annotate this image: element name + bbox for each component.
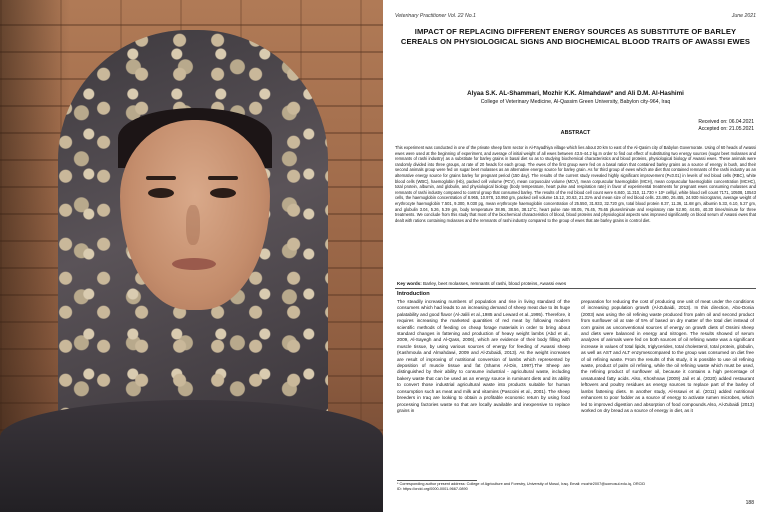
lips — [172, 258, 216, 270]
section-divider — [395, 288, 756, 289]
left-eyebrow — [146, 176, 176, 180]
shoulders — [0, 400, 383, 512]
keywords-text: Barley, beet molasses, remnants of rashi, blood proteins, Awassi ewes — [423, 281, 567, 286]
abstract-heading: ABSTRACT — [560, 130, 591, 136]
page-number: 188 — [745, 500, 754, 506]
introduction-left-column: The steadily increasing numbers of population and rise in living standard of the consumers which had leads to an increasing demand of sheep meat due to its huge palatability and good flavor (Al-Jalili et al.,1985 and Leward et al.,1995). Therefore, it requires increasing the marketed quantities of red meat by following modern scientific methods of feeding on cheap forage materials in order to bring about standard changes in fattening and production of heavy weight lambs (Abd et al., 2009, Al-Sayegh and Al-Qass, 2006), which are evidence of their body filling with muscle tissue, by using various sources of energy for feeding of Awassi sheep (Kashmoula and Almahdawi, 2009 and Al-Zubaidi, 2013). As the weight increases are result of improving of nutritional conversion of lambs which represented by deposition of muscle tissue and fat (Shams Al-Din, 1997).The Sheep are distinguished by their ability to consume industrial - agricultural waste, including bakery waste that can be used as an energy source in ruminant diets and its ability to convert those industrial agricultural waste into products suitable for human consumption such as meat and milk and vitamins (Pascoini et al., 2001). The sheep breeders in Iraq are looking to obtain a profitable economic return by using food processing factories waste so that are locally available and inexpensive to replace grains in — [397, 299, 570, 413]
author-list: Alyaa S.K. AL-Shammari, Mozhir K.K. Almahdawi* and Ali D.M. Al-Hashimi — [467, 90, 684, 97]
footnote-divider — [397, 480, 477, 481]
paper-title: IMPACT OF REPLACING DIFFERENT ENERGY SOURCES AS SUBSTITUTE OF BARLEY CEREALS ON PHYSIOLOGICAL SIGNS AND BIOCHEMICAL BLOOD TRAITS OF AWASSI EWES — [400, 27, 751, 46]
introduction-right-column: preparation for reducing the cost of producing one unit of meat under the conditions of increasing population growth (Al-Zubaidi, 2013). In this direction, Abo-Donia (2003) was using the oil refining waste produced from palm oil and second product from sunflower oil at rate of 5% of based on dry matter of the total diet instead of corn grains as unconventional sources of energy on growth diets of Ossimi sheep and diets were balanced in energy and nitrogen. The results showed of serum analyzes of animals were fed on both sources of oil refining waste was a significant increase in values of total lipids, triglycerides, total cholesterol, total protein, globulin, as well as AST and ALT enzymescompared to the group was consumed on diet free of oil refining waste. From the results of this study, it is possible to use oil refining waste, product of palm oil refining, while the oil refining waste which must be used, the refining product of sunflower oil, because it contains a high percentage of unsaturated fatty acids. Also, Khoshnaw (2009) Jail et al. (2020) added restaurant leftovers and poultry residues as energy sources to replace part of the barley of lambs fattening diets. In another study, Al-Issawi et al. (2011) added nutritional enhancers to poor fodder as a source of energy to activate rumen microbes, which led to improved digestion and absorption of food compounds.Also, Al-Zubaidi (2013) worked on dry bread as a source of energy in diet, as it — [581, 299, 754, 413]
accepted-date: Accepted on: 21.05.2021 — [698, 126, 754, 132]
issue-date: June 2021 — [731, 13, 756, 19]
keywords — [397, 281, 754, 286]
corresponding-author-footnote: * Corresponding author present address: College of Agriculture and Forestry, University of Mosul, Iraq. Email: mozhir2007@uomosul.edu.iq, ORCID ID: https://orcid.org/0000-0001-9667-0890 — [397, 482, 646, 491]
paper-page — [383, 0, 768, 512]
abstract-text: This experiment was conducted in one of the private sheep farm sector in Al-Fayadhiya village which lies about 20 km to east of the Al-Qasim city of Babylon Governorate. Using of 60 heads of Awassi ewes were used at the beginning of experiment, and average of initial weight of all ewes between 43.5-44.2 kg.In order to find out effect of substituting two energy sources (sugar beet molasses and remnants of rashi industry) as a substitute for barley grains in basal diet so as to studying biochemical characteristics and blood proteins, physiological biology of Awassi ewes. These animals were randomly divided into three groups, at rate of 20 heads for each group. The ewes of the first group were fed on a basal ration that contained barley grains as a source of energy in bush, and their second animals group were fed on sugar beet molasses as an alternative energy source for barley grain. As for third group of ewes which ate diet that contained remnants of the rashi industry as an alternative energy source for grains barley for pregnant period (150 day). The results of the current study revealed highly significant improvement (P≤0.01) in levels of red blood cells (RBC), white blood cells (WBC), haemoglobin (Hb), packed cell volume (PCV), mean corpuscular volume (MCV), mean corpuscular haemoglobin (MCH), mean corpuscular haemoglobin concentration (MCHC), total protein, albumin, and globulin, and physiological biology (body temperature, heart pulse and respiration rate) in favor of experimental treatments for pregnant ewes consuming molasses and remnants of rashi industry compared to control group that consumed barley. The results of the red blood cell count were 6.840, 11.310, 11.730 × 10⁶ cell/μl, white blood cell count 7171, 10508, 10543 cells, the haemoglobin concentration of 8.965, 10.978, 10.950 gm, packed cell volume 15.12, 20.63, 21.31% and mean size of red blood cells. 23.490, 26.455, 24.930 micrograms, average weight of erythrocyte haemoglobin 7.501, 9.300, 9.030 pg, mean erythrocyte haemoglobin concentration of 25.550, 31.933, 32.720 gm, total blood protein 8.37, 11.36, 11.68 gm, albumin 5.33, 6.10, 5.27 gm, and globulin 3.04, 5.26, 5.39 gm, body temperature 38.95, 38.56, 38.12°C, heart pulse rate 88.05, 76.45, 75.65 pluses/minute and respiratory rate 52.90, 44.65, 40.30 times/minute for three treatments. We conclude from this study that most of the biochemical characteristics of blood, blood proteins and physiological aspects was improved significantly on blood serum of Awassi ewes that dealt with rations containing molasses and the remnants of rashi industry compared to the group of ewes that ate barley grains in control diet. — [395, 145, 756, 223]
author-photo — [0, 0, 383, 512]
left-eye — [148, 188, 174, 198]
received-date: Received on: 06.04.2021 — [698, 119, 754, 125]
right-eye — [210, 188, 236, 198]
affiliation: College of Veterinary Medicine, Al-Qassim Green University, Babylon city-964, Iraq — [480, 99, 671, 105]
nose — [186, 205, 200, 245]
journal-name: Veterinary Practitioner Vol. 22 No.1 — [395, 13, 476, 19]
keywords-label: Key words: — [397, 281, 422, 286]
introduction-heading: Introduction — [397, 291, 430, 297]
right-eyebrow — [208, 176, 238, 180]
